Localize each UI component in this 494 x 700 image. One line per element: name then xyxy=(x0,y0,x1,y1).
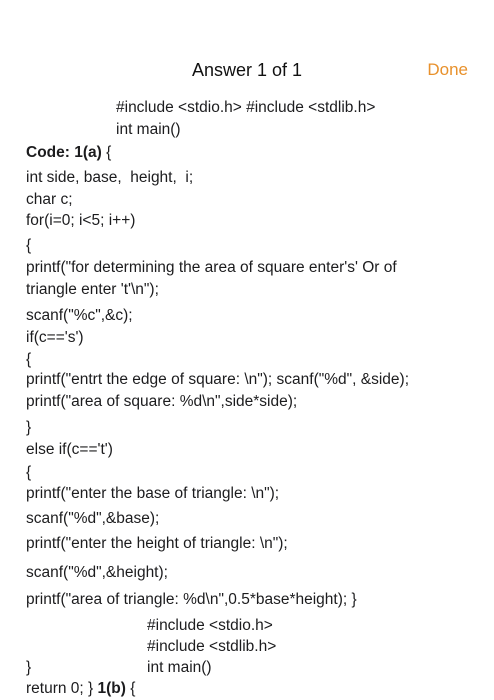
code-line: else if(c=='t') xyxy=(26,441,113,458)
tail-include-stdlib: #include <stdlib.h> xyxy=(147,638,277,655)
code-line: printf("enter the base of triangle: \n"); xyxy=(26,485,280,502)
code-line: printf("area of triangle: %d\n",0.5*base*height); } xyxy=(26,591,357,608)
code-line: { xyxy=(26,351,32,368)
code-line: if(c=='s') xyxy=(26,329,84,346)
code-label-line xyxy=(26,143,111,163)
code-line: scanf("%d",&height); xyxy=(26,564,168,581)
code-label: Code: 1(a) xyxy=(26,144,102,161)
tail-include-stdio: #include <stdio.h> xyxy=(147,617,273,634)
tail-main: int main() xyxy=(147,659,212,676)
main-line: int main() xyxy=(116,121,181,138)
tail-label: 1(b) xyxy=(93,680,126,697)
tail-open-brace: { xyxy=(125,680,136,697)
code-line: { xyxy=(26,237,32,254)
code-line: scanf("%c",&c); xyxy=(26,307,133,324)
include-line: #include <stdio.h> #include <stdlib.h> xyxy=(116,99,376,116)
done-button[interactable]: Done xyxy=(427,60,468,79)
code-line: for(i=0; i<5; i++) xyxy=(26,212,136,229)
code-line: } xyxy=(26,419,32,436)
tail-return-line xyxy=(26,679,135,699)
code-line: { xyxy=(26,464,32,481)
code-line: printf("enter the height of triangle: \n"); xyxy=(26,535,288,552)
code-line: printf("for determining the area of square enter's' Or of xyxy=(26,259,397,276)
code-line: triangle enter 't'\n"); xyxy=(26,281,159,298)
tail-close-brace: } xyxy=(26,659,32,676)
tail-return: return 0; } xyxy=(26,680,94,697)
code-open-brace: { xyxy=(101,144,112,161)
code-line: scanf("%d",&base); xyxy=(26,510,160,527)
page-title: Answer 1 of 1 xyxy=(191,60,303,80)
code-line: printf("area of square: %d\n",side*side); xyxy=(26,393,298,410)
code-line: printf("entrt the edge of square: \n"); scanf("%d", &side); xyxy=(26,371,409,388)
code-line: char c; xyxy=(26,191,73,208)
code-line: int side, base, height, i; xyxy=(26,169,194,186)
